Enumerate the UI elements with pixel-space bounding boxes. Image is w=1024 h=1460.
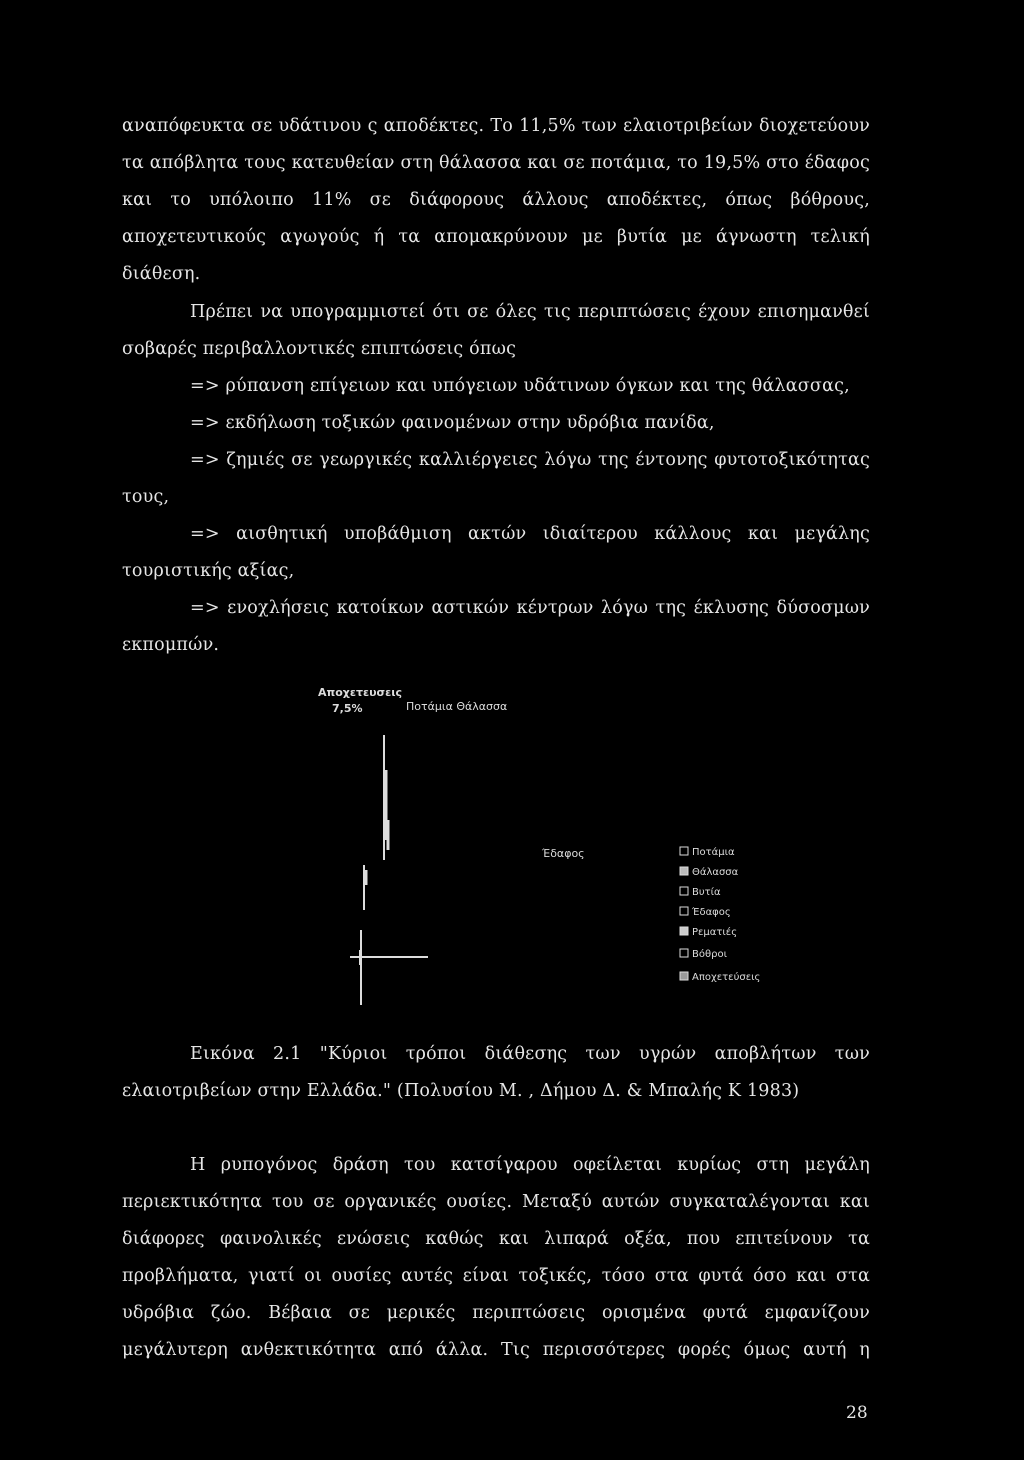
- paragraph3-line2: περιεκτικότητα του σε οργανικές ουσίες. Μεταξύ αυτών συγκαταλέγονται και: [122, 1192, 870, 1212]
- legend-label-thalassa: Θάλασσα: [692, 867, 739, 878]
- bullet-4: => αισθητική υποβάθμιση ακτών ιδιαίτερου κάλλους και μεγάλης: [190, 524, 870, 544]
- legend-item-potamia: [680, 846, 735, 858]
- paragraph2-line1: Πρέπει να υπογραμμιστεί ότι σε όλες τις περιπτώσεις έχουν επισημανθεί: [190, 302, 870, 322]
- paragraph3-line6: μεγάλυτερη ανθεκτικότητα από άλλα. Τις περισσότερες φορές όμως αυτή η: [122, 1340, 870, 1360]
- legend-label-vytia: Βυτία: [692, 887, 721, 898]
- legend-item-thalassa: [680, 866, 739, 878]
- paragraph3-line3: διάφορες φαινολικές ενώσεις καθώς και λιπαρά οξέα, που επιτείνουν τα: [122, 1229, 870, 1249]
- paragraph1-line2: τα απόβλητα τους κατευθείαν στη θάλασσα και σε ποτάμια, το 19,5% στο έδαφος: [122, 153, 870, 173]
- chart-label-edafos: Έδαφος: [542, 847, 585, 860]
- chart-legend: [680, 846, 760, 983]
- legend-label-apoxeteuseis: Αποχετεύσεις: [692, 972, 761, 983]
- paragraph1-line3: και το υπόλοιπο 11% σε διάφορους άλλους αποδέκτες, όπως βόθρους,: [122, 190, 870, 210]
- bullet-5-cont: εκπομπών.: [122, 635, 220, 655]
- paragraph3-line1: Η ρυπογόνος δράση του κατσίγαρου οφείλεται κυρίως στη μεγάλη: [190, 1155, 870, 1175]
- chart-label-apoxeteuseis-value: 7,5%: [332, 702, 363, 715]
- bullet-4-cont: τουριστικής αξίας,: [122, 561, 295, 581]
- figure-caption-line1: Εικόνα 2.1 "Κύριοι τρόποι διάθεσης των υγρών αποβλήτων των: [190, 1044, 870, 1064]
- chart-label-apoxeteuseis: Αποχετευσεις: [318, 686, 403, 699]
- bullet-5: => ενοχλήσεις κατοίκων αστικών κέντρων λόγω της έκλυσης δύσοσμων: [190, 598, 870, 618]
- legend-item-rematies: [680, 926, 737, 938]
- bullet-2: => εκδήλωση τοξικών φαινομένων στην υδρόβια πανίδα,: [190, 413, 715, 433]
- legend-item-edafos: [680, 906, 731, 918]
- pie-chart-figure: [300, 680, 800, 1020]
- paragraph1-line5: διάθεση.: [122, 264, 201, 284]
- bullet-3: => ζημιές σε γεωργικές καλλιέργειες λόγω της έντονης φυτοτοξικότητας: [190, 450, 870, 470]
- bullet-1: => ρύπανση επίγειων και υπόγειων υδάτινων όγκων και της θάλασσας,: [190, 376, 850, 396]
- chart-label-potamia-thalassa: Ποτάμια Θάλασσα: [406, 700, 508, 713]
- bullet-3-cont: τους,: [122, 487, 170, 507]
- paragraph1-line1: αναπόφευκτα σε υδάτινου ς αποδέκτες. Το 11,5% των ελαιοτριβείων διοχετεύουν: [122, 116, 870, 136]
- legend-label-rematies: Ρεματιές: [692, 927, 738, 938]
- figure-caption-line2: ελαιοτριβείων στην Ελλάδα." (Πολυσίου Μ. , Δήμου Δ. & Μπαλής Κ 1983): [122, 1081, 800, 1101]
- paragraph3-line5: υδρόβια ζώο. Βέβαια σε μερικές περιπτώσεις ορισμένα φυτά εμφανίζουν: [122, 1303, 870, 1323]
- paragraph3-line4: προβλήματα, γιατί οι ουσίες αυτές είναι τοξικές, τόσο στα φυτά όσο και στα: [122, 1266, 870, 1286]
- paragraph2-line2: σοβαρές περιβαλλοντικές επιπτώσεις όπως: [122, 339, 517, 359]
- legend-item-vothroi: [680, 948, 728, 960]
- legend-item-vytia: [680, 886, 721, 898]
- legend-label-edafos: Έδαφος: [692, 907, 731, 918]
- legend-label-vothroi: Βόθροι: [692, 949, 727, 960]
- page-number: 28: [846, 1403, 868, 1423]
- legend-item-apoxeteuseis: [680, 971, 760, 983]
- legend-label-potamia: Ποτάμια: [692, 847, 735, 858]
- paragraph1-line4: αποχετευτικούς αγωγούς ή τα απομακρύνουν με βυτία με άγνωστη τελική: [122, 227, 870, 247]
